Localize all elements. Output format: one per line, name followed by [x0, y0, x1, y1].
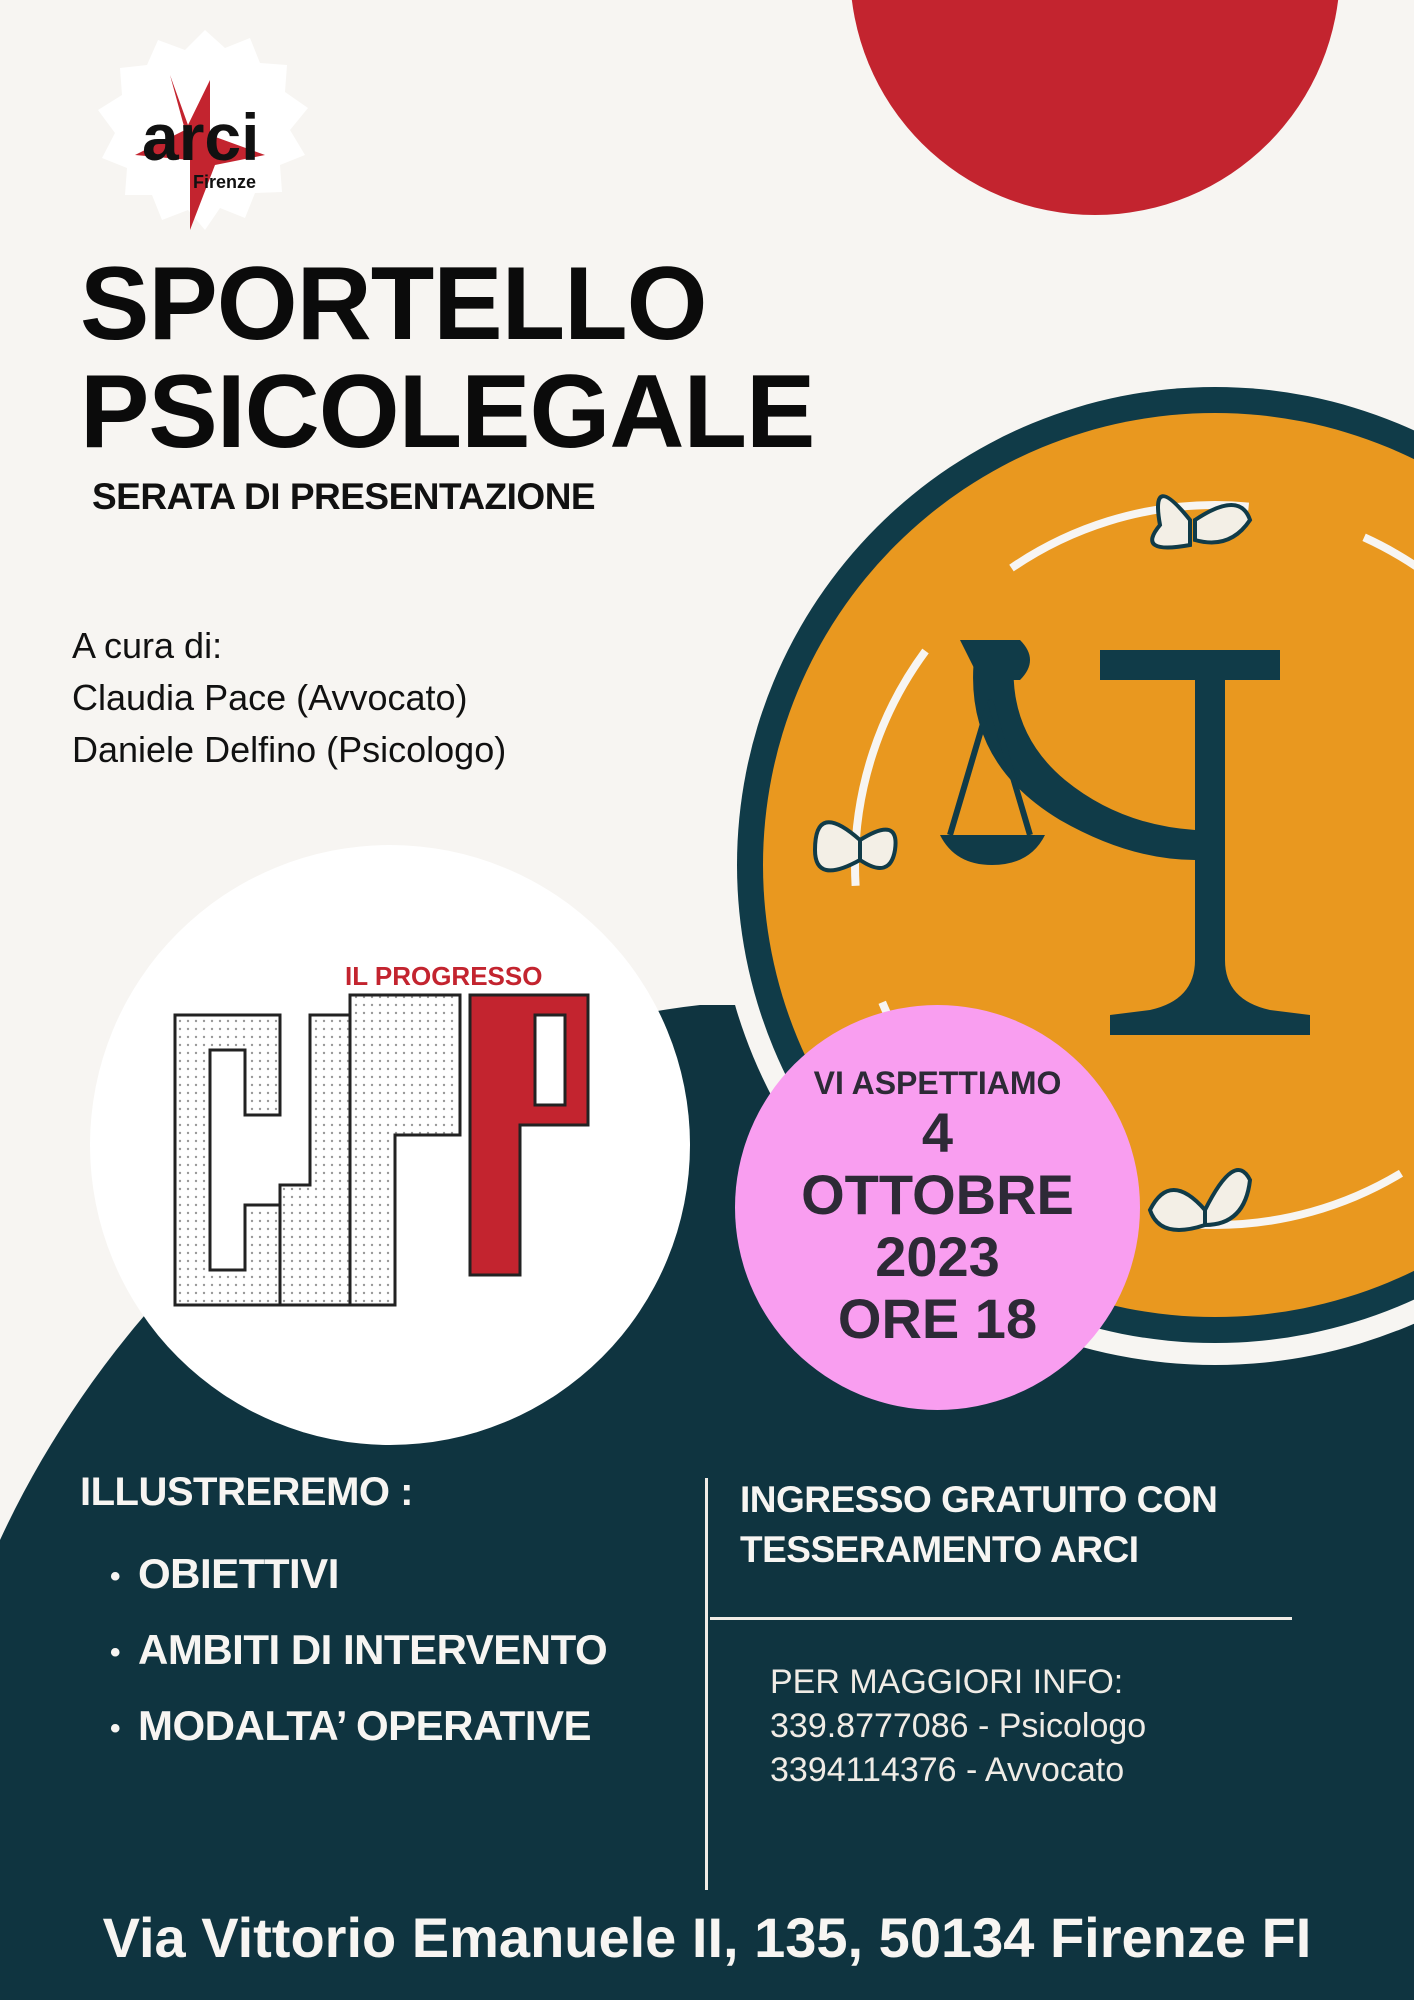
title-line-2: PSICOLEGALE [80, 354, 815, 470]
letter-d-shape [280, 1015, 350, 1305]
list-item: • OBIETTIVI [110, 1550, 607, 1598]
curators-block [72, 620, 506, 776]
letter-p-red-shape [470, 995, 588, 1275]
page-title [80, 246, 815, 470]
contact-heading: PER MAGGIORI INFO: [770, 1663, 1124, 1701]
partner-logo-top-text: IL PROGRESSO [345, 961, 543, 991]
vertical-divider [705, 1478, 708, 1890]
topics-heading: ILLUSTREREMO : [80, 1470, 413, 1514]
event-address: Via Vittorio Emanuele II, 135, 50134 Firenze FI [102, 1906, 1312, 1969]
contact-info [770, 1660, 1146, 1792]
horizontal-divider [710, 1617, 1292, 1620]
page-subtitle: SERATA DI PRESENTAZIONE [92, 476, 596, 517]
list-item: • MODALTA’ OPERATIVE [110, 1702, 607, 1750]
curator-name: Daniele Delfino (Psicologo) [72, 729, 507, 770]
list-item: • AMBITI DI INTERVENTO [110, 1626, 607, 1674]
event-month: OTTOBRE [801, 1163, 1074, 1226]
invite-text: VI ASPETTIAMO [813, 1065, 1062, 1101]
curator-name: Claudia Pace (Avvocato) [72, 677, 468, 718]
contact-line: 339.8777086 - Psicologo [770, 1707, 1147, 1745]
event-date-badge [735, 1005, 1140, 1410]
topics-list [110, 1550, 607, 1778]
arci-wordmark: arci [142, 100, 260, 174]
arci-logo [90, 30, 320, 250]
letter-c-shape [175, 1015, 280, 1305]
red-circle [850, 0, 1340, 215]
curators-intro: A cura di: [72, 625, 223, 666]
letter-p-shape [350, 995, 460, 1305]
arci-city: Firenze [193, 172, 257, 192]
event-day: 4 [921, 1101, 954, 1164]
title-line-1: SPORTELLO [80, 246, 707, 362]
entry-note: INGRESSO GRATUITO CON TESSERAMENTO ARCI [740, 1479, 1218, 1570]
partner-logo [170, 955, 600, 1315]
event-time: ORE 18 [837, 1287, 1038, 1350]
contact-line: 3394114376 - Avvocato [770, 1751, 1125, 1789]
event-year: 2023 [875, 1225, 1000, 1288]
